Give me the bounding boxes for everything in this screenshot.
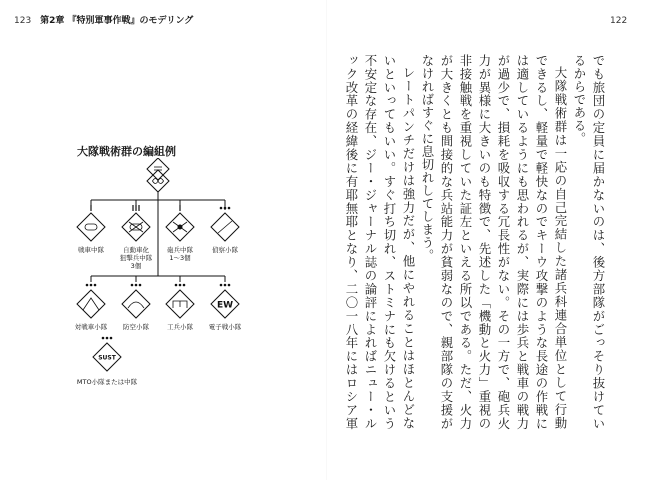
tank-company-node [77,205,105,254]
sust-symbol-text: SUST [98,354,116,362]
left-page-header [14,16,193,27]
right-page-number: 122 [610,16,628,26]
unit-label-4 [75,322,108,331]
electronic-warfare-platoon-node [209,284,242,331]
body-paragraph: でも旅団の定員に届かないのは、後方部隊がごっそり抜けているからである。 [572,54,606,430]
unit-label-line: 3個 [130,262,142,270]
org-chart-diagram [70,158,270,398]
unit-label-3 [212,245,239,254]
chapter-title: 第2章 『特別軍事作戦』のモデリング [40,16,194,26]
mechanized-infantry-node [120,205,153,270]
unit-label-line: 電子戦小隊 [208,323,242,331]
unit-label-line: 偵察小隊 [212,246,238,254]
unit-label-5 [123,322,150,331]
figure-title: 大隊戦術群の編組例 [77,145,176,158]
unit-label-line: 狙撃兵中隊 [119,254,153,262]
left-page-number: 123 [14,16,32,26]
unit-label-line: 砲兵中隊 [167,246,193,254]
unit-label-line: 工兵小隊 [167,323,193,331]
unit-label-7 [209,322,242,331]
reconnaissance-platoon-node [211,207,239,254]
unit-label-2 [167,245,194,262]
hq-node [147,158,169,192]
sustainment-node [77,337,138,386]
anti-tank-platoon-node [75,284,108,331]
engineer-platoon-node [166,284,194,331]
artillery-battery-node [166,205,194,262]
unit-label-line: 1〜3個 [169,254,191,262]
unit-label-6 [167,322,194,331]
body-paragraph: レートパンチだけは強力だが、他にやれることはほとんどないといってもいい。すぐ打ち切れ、ストミナにも欠けるという不安定な存在、ジー・ジャーナル誌の論評によればニュー・ルック改革の経緯後に有耶無耶となり、二〇一八年にはロシア軍 [344,54,416,430]
unit-label-line: 防空小隊 [123,323,149,331]
unit-label-line: 戦車中隊 [78,246,104,254]
air-defense-platoon-node [122,284,150,331]
unit-label-line: MTO小隊または中隊 [76,378,138,386]
ew-symbol-text: EW [216,300,234,311]
unit-label-0 [78,245,105,254]
unit-label-8 [77,377,138,386]
body-paragraph: 大隊戦術群は一応の自己完結した諸兵科連合単位として行動できるし、軽量で軽快なのでキーウ攻撃のような長途の作戦には適しているようにも思われるが、実際には歩兵と戦車の戦力が過少で、損耗を吸収する冗長性がない。その一方で、砲兵火力が異様に大きいのも特徴で、先述した「機動と火力」重視の非接触戦を重視していた証左といえる所以である。ただ、火力が大きくとも間接的な兵站能力が貧弱なので、親部隊の支援がなければすぐに息切れしてしまう。 [420,54,568,430]
page-gutter [326,0,327,480]
body-text-vertical [343,54,608,430]
unit-label-line: 対戦車小隊 [74,323,108,331]
unit-label-1 [120,245,153,270]
unit-label-line: 自動車化 [123,246,149,254]
